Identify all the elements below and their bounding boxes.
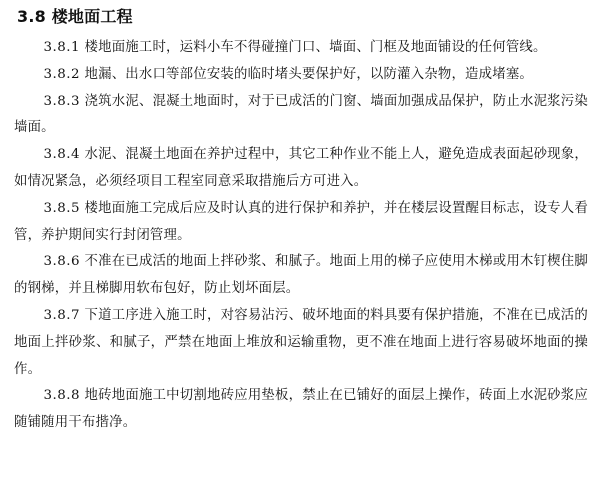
clause-text: 水泥、混凝土地面在养护过程中，其它工种作业不能上人，避免造成表面起砂现象，如情况紧急，必须经项目工程室同意采取措施后方可进入。 [14,147,588,189]
clause-number: 3.8.5 [43,200,81,216]
clause-number: 3.8.7 [43,307,81,323]
paragraph-3-8-5 [14,196,588,250]
paragraph-3-8-1 [14,35,588,62]
clause-number: 3.8.6 [43,254,81,270]
clause-text: 不准在已成活的地面上拌砂浆、和腻子。地面上用的梯子应使用木梯或用木钉楔住脚的钢梯，并且梯脚用软布包好，防止划坏面层。 [14,254,588,297]
paragraph-3-8-8 [14,383,588,437]
clause-number: 3.8.2 [43,66,81,82]
clause-text: 地漏、出水口等部位安装的临时堵头要保护好，以防灌入杂物，造成堵塞。 [84,66,534,82]
paragraph-3-8-7 [14,303,588,383]
clause-number: 3.8.1 [43,40,81,55]
paragraph-3-8-3 [14,89,588,143]
paragraph-3-8-2 [14,62,588,89]
clause-text: 地砖地面施工中切割地砖应用垫板，禁止在已铺好的面层上操作，砖面上水泥砂浆应随铺随用干布揩净。 [14,388,588,431]
clause-text: 楼地面施工时，运料小车不得碰撞门口、墙面、门框及地面铺设的任何管线。 [84,40,547,55]
section-title: 3.8 楼地面工程 [17,7,133,26]
clause-text: 下道工序进入施工时，对容易沾污、破坏地面的料具要有保护措施，不准在已成活的地面上拌砂浆、和腻子，严禁在地面上堆放和运输重物，更不准在地面上进行容易破坏地面的操作。 [14,307,588,377]
clause-number: 3.8.4 [43,147,81,163]
paragraph-3-8-6 [14,249,588,303]
clause-text: 浇筑水泥、混凝土地面时，对于已成活的门窗、墙面加强成品保护，防止水泥浆污染墙面。 [14,93,588,136]
paragraph-3-8-4 [14,142,588,196]
clause-number: 3.8.3 [43,93,81,109]
clause-text: 楼地面施工完成后应及时认真的进行保护和养护，并在楼层设置醒目标志，设专人看管，养护期间实行封闭管理。 [14,200,588,243]
clause-number: 3.8.8 [43,388,81,404]
